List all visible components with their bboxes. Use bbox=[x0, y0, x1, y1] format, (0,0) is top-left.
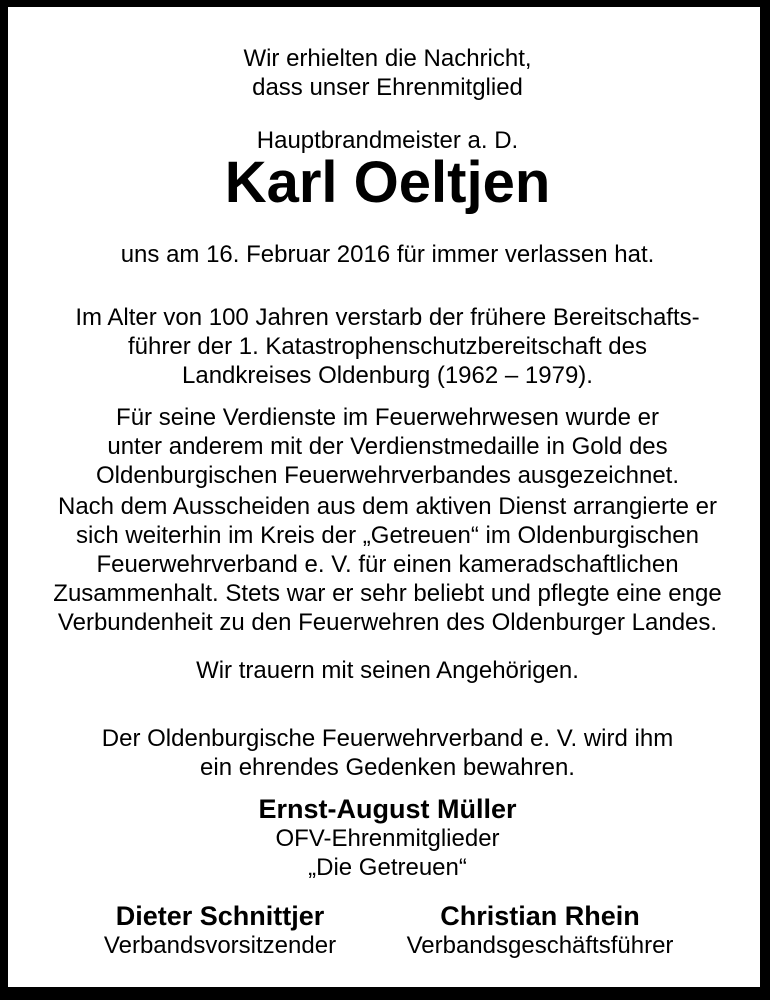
paragraph-after-service: Nach dem Ausscheiden aus dem aktiven Dienst arrangierte er sich weiterhin im Kreis der „Getreuen“ im Oldenburgischen Feuerwehrverband e. V. für einen kameradschaftlichen Zusammenhalt. Stets war er sehr beliebt und pflegte eine enge Verbundenheit zu den Feuerwehren des Oldenburger Landes. bbox=[53, 493, 722, 636]
paragraph-merits: Für seine Verdienste im Feuerwehrwesen wurde er unter anderem mit der Verdienstmedaille in Gold des Oldenburgischen Feuerwehrverbandes ausgezeichnet. bbox=[95, 404, 680, 489]
signatory-left-name: Dieter Schnittjer bbox=[115, 901, 325, 931]
paragraph-remembrance: Der Oldenburgische Feuerwehrverband e. V. wird ihm ein ehrendes Gedenken bewahren. bbox=[101, 725, 674, 781]
death-date-line: uns am 16. Februar 2016 für immer verlassen hat. bbox=[120, 241, 655, 268]
signatory-right-name: Christian Rhein bbox=[440, 901, 640, 931]
obituary-paper bbox=[8, 7, 760, 987]
paragraph-life-summary: Im Alter von 100 Jahren verstarb der frühere Bereitschafts- führer der 1. Katastrophenschutzbereitschaft des Landkreises Oldenburg (1962 – 1979). bbox=[75, 304, 700, 389]
signatory-right bbox=[380, 901, 700, 960]
signatory-left-role: Verbandsvorsitzender bbox=[103, 932, 337, 959]
main-signatory-roles: OFV-Ehrenmitglieder „Die Getreuen“ bbox=[275, 825, 500, 881]
main-signatory bbox=[8, 794, 760, 882]
signatory-right-role: Verbandsgeschäftsführer bbox=[406, 932, 674, 959]
paragraph-mourning: Wir trauern mit seinen Angehörigen. bbox=[196, 657, 579, 684]
main-signatory-name: Ernst-August Müller bbox=[258, 794, 517, 824]
intro-lines: Wir erhielten die Nachricht, dass unser Ehrenmitglied bbox=[243, 45, 532, 101]
deceased-pre-title: Hauptbrandmeister a. D. bbox=[256, 127, 519, 154]
signatory-left bbox=[60, 901, 380, 960]
deceased-name: Karl Oeltjen bbox=[224, 150, 551, 215]
